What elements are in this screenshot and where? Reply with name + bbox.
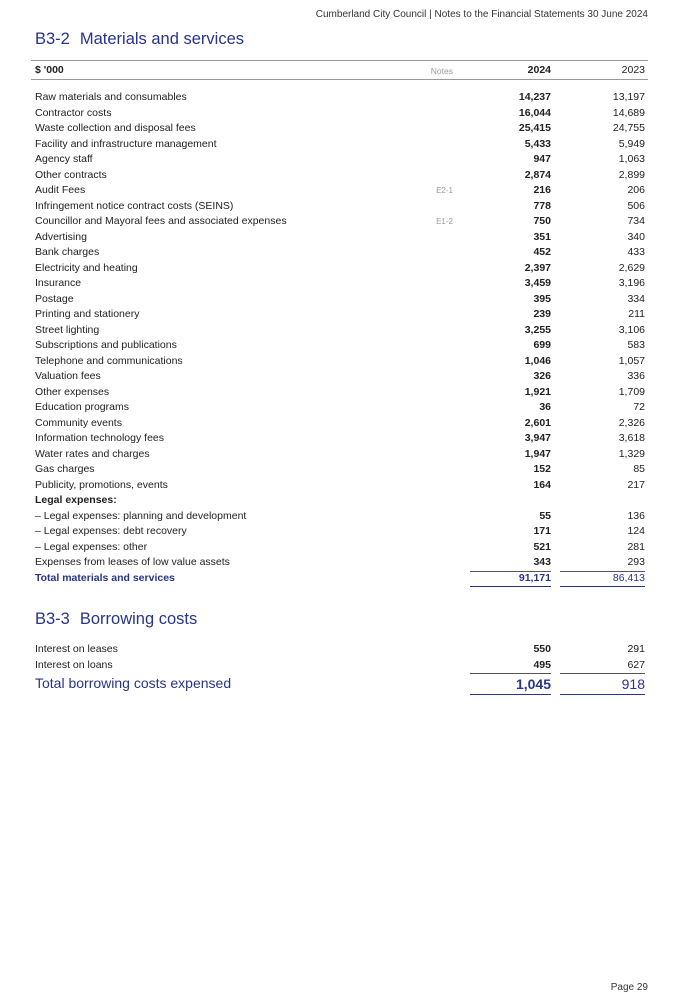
row-value-2024: 55 [539,509,551,522]
row-value-2023: 86,413 [560,571,645,588]
row-label: Agency staff [35,153,93,165]
row-label: Facility and infrastructure management [35,137,217,150]
row-value-2024: 778 [533,199,551,212]
row-value-2023: 336 [627,370,645,382]
row-label: Gas charges [35,463,95,475]
table-row [0,276,682,292]
table-row [0,354,682,370]
table-row [0,524,682,540]
row-note: E2-1 [436,186,453,195]
table-row [0,642,682,658]
row-value-2024: 1,046 [524,354,551,367]
table-row [0,292,682,308]
row-value-2024: 351 [533,230,551,243]
document-header: Cumberland City Council | Notes to the Financial Statements 30 June 2024 [315,9,648,20]
row-value-2023: 627 [627,658,645,671]
row-label: Telephone and communications [35,354,183,367]
row-label: Information technology fees [35,432,164,444]
row-value-2023: 3,618 [618,432,645,444]
row-label: Legal expenses: [35,494,117,506]
row-value-2024: 947 [533,153,551,165]
table-row [0,385,682,401]
table-row [0,416,682,432]
table-row [0,121,682,137]
row-value-2023: 72 [633,401,645,413]
column-header-2023: 2023 [621,64,645,76]
row-label: Councillor and Mayoral fees and associated expenses [35,215,287,227]
row-value-2023: 13,197 [612,91,645,103]
section-code: B3-3 [35,610,70,628]
row-value-2023: 206 [627,184,645,196]
row-value-2024: 550 [533,643,551,655]
row-value-2024: 699 [533,339,551,351]
row-value-2023: 918 [560,673,645,695]
table-row [0,431,682,447]
row-label: Education programs [35,401,129,413]
table-row [0,493,682,509]
row-value-2023: 211 [628,308,645,320]
row-label: Total materials and services [35,571,175,584]
row-label: Raw materials and consumables [35,91,187,103]
table-row [0,90,682,106]
materials-table [0,90,682,586]
row-value-2024: 1,921 [524,385,551,398]
table-row [0,462,682,478]
row-value-2024: 3,459 [524,277,551,289]
table-row [0,199,682,215]
row-value-2024: 36 [539,401,551,413]
row-value-2024: 3,947 [524,432,551,444]
row-value-2023: 340 [627,230,645,243]
row-label: Interest on leases [35,643,118,655]
row-value-2024: 91,171 [470,571,551,588]
table-row [0,658,682,674]
row-value-2023: 281 [627,540,645,553]
row-value-2023: 2,326 [618,416,645,429]
table-row [0,323,682,339]
row-value-2024: 521 [533,540,551,553]
table-row [0,261,682,277]
row-value-2023: 14,689 [612,106,645,119]
row-value-2023: 734 [627,215,645,227]
row-label: Printing and stationery [35,308,140,320]
row-label: Contractor costs [35,106,112,119]
row-label: Bank charges [35,246,100,258]
table-row [0,183,682,199]
row-value-2023: 293 [560,555,645,572]
row-label: Electricity and heating [35,261,138,274]
row-value-2023: 506 [627,199,645,212]
row-value-2023: 5,949 [618,137,645,150]
row-value-2024: 2,874 [524,168,551,181]
table-row [0,168,682,184]
table-row [0,245,682,261]
row-value-2023: 291 [627,643,645,655]
table-row [0,447,682,463]
row-value-2024: 395 [533,292,551,305]
table-row [0,137,682,153]
row-value-2023: 136 [627,509,645,522]
table-row [0,400,682,416]
section-title: Borrowing costs [79,610,198,628]
row-label: Subscriptions and publications [35,339,177,351]
row-label: Other expenses [35,385,110,398]
table-row [0,673,682,693]
row-label: Street lighting [35,323,100,336]
row-label: Postage [35,292,74,305]
section-heading-materials [35,30,244,49]
borrowing-table [0,642,682,693]
row-value-2024: 16,044 [518,106,551,119]
row-label: Community events [35,416,122,429]
table-row [0,230,682,246]
row-label: Water rates and charges [35,447,150,460]
row-value-2023: 1,057 [618,354,645,367]
table-row [0,509,682,525]
row-value-2024: 152 [533,463,551,475]
row-value-2024: 750 [533,215,551,227]
table-row [0,540,682,556]
row-value-2023: 334 [627,292,645,305]
table-row [0,214,682,230]
row-value-2023: 124 [627,525,645,537]
row-label: Insurance [35,277,82,289]
row-value-2023: 2,629 [618,261,645,274]
row-value-2023: 2,899 [618,168,645,181]
row-value-2023: 24,755 [612,122,645,134]
table-row [0,106,682,122]
row-value-2024: 164 [533,478,551,491]
row-label: Total borrowing costs expensed [35,675,232,691]
table-row [0,571,682,587]
row-value-2023: 433 [627,246,645,258]
row-value-2024: 452 [533,246,551,258]
table-row [0,369,682,385]
column-header-notes: Notes [430,66,453,76]
row-value-2024: 495 [533,658,551,671]
table-row [0,555,682,571]
row-value-2024: 25,415 [518,122,551,134]
row-label: Interest on loans [35,658,113,671]
row-label: Publicity, promotions, events [35,478,168,491]
row-value-2024: 171 [533,525,551,537]
row-note: E1-2 [436,217,453,226]
row-value-2024: 1,045 [470,673,551,695]
row-value-2023: 3,106 [618,323,645,336]
row-label: Infringement notice contract costs (SEINS) [35,199,234,212]
row-label: Advertising [35,230,87,243]
row-label: – Legal expenses: planning and development [35,509,247,522]
row-value-2024: 239 [533,308,551,320]
row-label: Valuation fees [35,370,101,382]
row-value-2023: 1,329 [618,447,645,460]
row-value-2023: 217 [627,478,645,491]
row-value-2024: 14,237 [518,91,551,103]
row-value-2024: 2,397 [524,261,551,274]
row-label: – Legal expenses: debt recovery [35,525,187,537]
column-header-2024: 2024 [527,64,551,76]
row-value-2024: 5,433 [524,137,551,150]
page-number: Page 29 [610,982,648,993]
row-value-2023: 85 [633,463,645,475]
row-label: Audit Fees [35,184,86,196]
row-value-2024: 326 [533,370,551,382]
header-bottom-rule [31,79,648,80]
table-row [0,478,682,494]
row-value-2024: 2,601 [524,416,551,429]
row-value-2023: 3,196 [618,277,645,289]
row-value-2023: 1,709 [618,385,645,398]
header-rule [31,60,648,61]
row-label: Waste collection and disposal fees [35,122,196,134]
table-row [0,152,682,168]
row-value-2023: 583 [627,339,645,351]
section-code: B3-2 [35,30,70,48]
row-value-2024: 1,947 [524,447,551,460]
row-value-2023: 1,063 [618,153,645,165]
row-label: – Legal expenses: other [35,540,148,553]
section-heading-borrowing [35,610,197,629]
row-value-2024: 343 [470,555,551,572]
row-value-2024: 3,255 [524,323,551,336]
row-value-2024: 216 [533,184,551,196]
column-header-unit: $ '000 [35,64,64,76]
row-label: Expenses from leases of low value assets [35,556,230,568]
table-row [0,307,682,323]
table-row [0,338,682,354]
section-title: Materials and services [79,30,245,48]
row-label: Other contracts [35,168,107,181]
